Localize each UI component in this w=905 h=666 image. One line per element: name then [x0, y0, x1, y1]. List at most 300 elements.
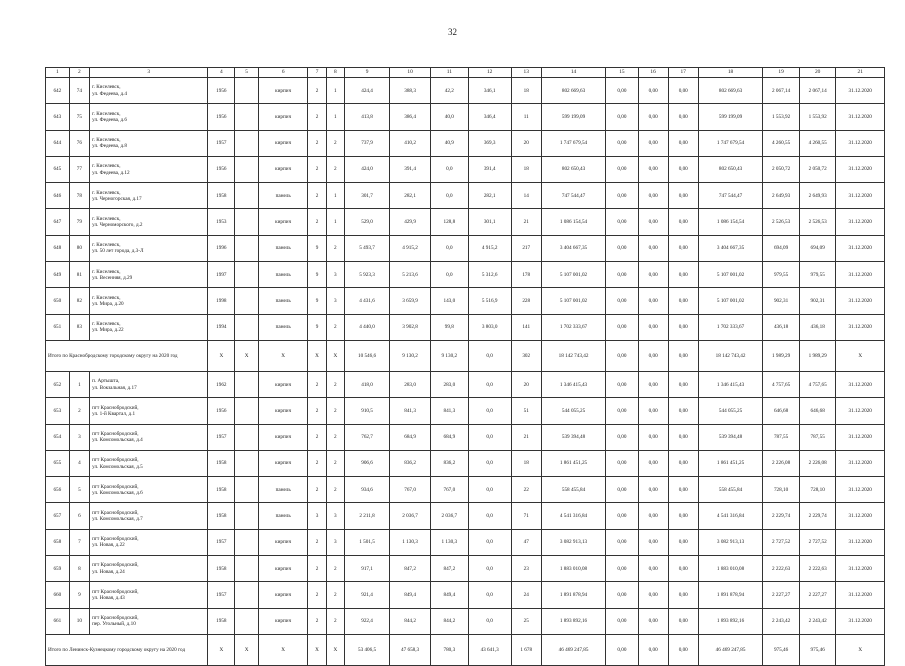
- table-cell: панель: [258, 288, 307, 314]
- total-row: [46, 634, 885, 665]
- table-cell: 424,0: [344, 156, 389, 182]
- table-cell: 3 404 667,35: [698, 235, 763, 261]
- table-cell: 1958: [208, 183, 235, 209]
- table-cell: [235, 130, 259, 156]
- table-cell: 20: [511, 130, 541, 156]
- total-cell: Х: [258, 340, 307, 371]
- total-cell: Х: [326, 340, 344, 371]
- column-number: 19: [763, 68, 800, 78]
- table-cell: 3: [326, 503, 344, 529]
- table-cell: 0,0: [468, 608, 511, 634]
- table-cell: 3: [326, 529, 344, 555]
- column-number: 14: [541, 68, 606, 78]
- table-cell: 0,0: [468, 582, 511, 608]
- table-cell: 0,00: [638, 130, 668, 156]
- table-cell: [235, 608, 259, 634]
- total-cell: Х: [326, 634, 344, 665]
- table-cell: 694,09: [763, 235, 800, 261]
- address-cell: пгт Краснобродский, ул. Комсомольская, д.7: [90, 503, 208, 529]
- table-cell: 694,09: [799, 235, 836, 261]
- table-cell: [235, 314, 259, 340]
- table-cell: 283,0: [431, 371, 469, 397]
- table-cell: 436,18: [763, 314, 800, 340]
- table-cell: 2 067,14: [799, 78, 836, 104]
- table-cell: 1996: [208, 235, 235, 261]
- table-cell: 1 747 679,54: [541, 130, 606, 156]
- table-cell: 346,4: [468, 104, 511, 130]
- table-cell: [235, 183, 259, 209]
- address-cell: пгт Краснобродский, ул. Комсомольская, д.6: [90, 477, 208, 503]
- table-cell: 0,00: [668, 556, 698, 582]
- table-cell: 1997: [208, 262, 235, 288]
- table-cell: [235, 235, 259, 261]
- table-cell: 2: [308, 529, 326, 555]
- table-cell: 128,8: [431, 209, 469, 235]
- table-cell: 802 650,43: [541, 156, 606, 182]
- table-cell: 0,0: [468, 398, 511, 424]
- table-cell: 40,0: [431, 104, 469, 130]
- table-cell: 21: [511, 424, 541, 450]
- table-cell: 2 227,27: [763, 582, 800, 608]
- table-cell: 684,9: [390, 424, 431, 450]
- table-cell: 5 107 001,02: [541, 262, 606, 288]
- table-row: [46, 424, 885, 450]
- table-cell: 1 086 154,54: [541, 209, 606, 235]
- total-cell: 9 130,2: [390, 340, 431, 371]
- table-cell: [235, 371, 259, 397]
- table-cell: 2 036,7: [390, 503, 431, 529]
- address-cell: пгт Краснобродский, ул. Комсомольская, д.5: [90, 450, 208, 476]
- table-row: [46, 104, 885, 130]
- address-cell: п. Артышта, ул. Вокзальная, д.17: [90, 371, 208, 397]
- column-number: 10: [390, 68, 431, 78]
- table-cell: 651: [46, 314, 70, 340]
- table-cell: 80: [69, 235, 89, 261]
- table-cell: 1: [326, 209, 344, 235]
- table-cell: 539 394,48: [698, 424, 763, 450]
- table-cell: 31.12.2020: [836, 398, 885, 424]
- table-cell: 301,7: [344, 183, 389, 209]
- table-cell: 2: [308, 156, 326, 182]
- table-row: [46, 209, 885, 235]
- table-cell: 31.12.2020: [836, 371, 885, 397]
- column-number: 7: [308, 68, 326, 78]
- table-cell: 7: [69, 529, 89, 555]
- table-cell: 2 222,63: [763, 556, 800, 582]
- table-cell: 2: [308, 582, 326, 608]
- table-cell: 2 229,74: [799, 503, 836, 529]
- table-cell: [235, 424, 259, 450]
- table-cell: 436,18: [799, 314, 836, 340]
- table-cell: 1 130,3: [390, 529, 431, 555]
- column-number: 17: [668, 68, 698, 78]
- address-cell: г. Киселевск, ул. Мира, д.22: [90, 314, 208, 340]
- table-cell: 1 883 010,08: [541, 556, 606, 582]
- column-number: 4: [208, 68, 235, 78]
- table-cell: 2: [308, 104, 326, 130]
- table-cell: 657: [46, 503, 70, 529]
- table-cell: 841,3: [390, 398, 431, 424]
- table-cell: 0,00: [606, 424, 638, 450]
- table-cell: 282,1: [468, 183, 511, 209]
- table-cell: 2: [308, 78, 326, 104]
- table-cell: 1957: [208, 130, 235, 156]
- total-cell: 975,46: [799, 634, 836, 665]
- table-row: [46, 130, 885, 156]
- table-cell: 910,5: [344, 398, 389, 424]
- table-cell: 2: [326, 608, 344, 634]
- table-cell: 767,0: [431, 477, 469, 503]
- table-cell: 649: [46, 262, 70, 288]
- table-cell: 1 861 451,25: [541, 450, 606, 476]
- table-cell: 2 727,52: [763, 529, 800, 555]
- column-number: 3: [90, 68, 208, 78]
- table-cell: 1 893 892,16: [698, 608, 763, 634]
- table-row: [46, 288, 885, 314]
- table-cell: 1 086 154,54: [698, 209, 763, 235]
- table-cell: 2 050,72: [799, 156, 836, 182]
- table-cell: 0,00: [668, 288, 698, 314]
- table-cell: 0,00: [638, 424, 668, 450]
- table-cell: 2: [308, 398, 326, 424]
- total-cell: 47 658,3: [390, 634, 431, 665]
- table-cell: 1 553,92: [799, 104, 836, 130]
- table-row: [46, 235, 885, 261]
- table-cell: 31.12.2020: [836, 582, 885, 608]
- column-number: 1: [46, 68, 70, 78]
- housing-repair-table: [45, 67, 885, 666]
- table-cell: 643: [46, 104, 70, 130]
- table-cell: 391,4: [390, 156, 431, 182]
- table-cell: 10: [69, 608, 89, 634]
- table-cell: 143,0: [431, 288, 469, 314]
- table-cell: 31.12.2020: [836, 262, 885, 288]
- table-cell: 0,00: [668, 608, 698, 634]
- table-cell: 0,0: [468, 529, 511, 555]
- table-cell: [235, 582, 259, 608]
- total-row: [46, 340, 885, 371]
- table-cell: 40,9: [431, 130, 469, 156]
- total-cell: 18 142 743,42: [541, 340, 606, 371]
- table-cell: 849,4: [390, 582, 431, 608]
- table-cell: 2 243,42: [799, 608, 836, 634]
- total-cell: Х: [308, 634, 326, 665]
- table-cell: 1 891 878,94: [541, 582, 606, 608]
- table-cell: 0,00: [668, 398, 698, 424]
- table-cell: 2 243,42: [763, 608, 800, 634]
- table-cell: 282,1: [390, 183, 431, 209]
- table-cell: 844,2: [431, 608, 469, 634]
- table-cell: 0,00: [668, 529, 698, 555]
- address-cell: пгт Краснобродский, ул. Новая, д.22: [90, 529, 208, 555]
- table-cell: 0,00: [668, 235, 698, 261]
- address-cell: г. Киселевск, ул. Федеева, д.12: [90, 156, 208, 182]
- table-cell: 1 747 679,54: [698, 130, 763, 156]
- total-cell: 0,00: [606, 634, 638, 665]
- table-cell: 836,2: [431, 450, 469, 476]
- table-cell: 728,10: [799, 477, 836, 503]
- table-cell: 0,00: [638, 529, 668, 555]
- table-cell: 0,00: [668, 130, 698, 156]
- table-cell: 1956: [208, 78, 235, 104]
- table-cell: 3: [69, 424, 89, 450]
- table-cell: 647: [46, 209, 70, 235]
- table-cell: кирпич: [258, 529, 307, 555]
- table-cell: 917,1: [344, 556, 389, 582]
- table-cell: 99,8: [431, 314, 469, 340]
- table-cell: 0,0: [468, 477, 511, 503]
- table-cell: 2 526,53: [799, 209, 836, 235]
- column-number: 20: [799, 68, 836, 78]
- total-cell: 0,00: [668, 634, 698, 665]
- table-cell: 418,0: [344, 371, 389, 397]
- table-cell: 0,00: [606, 78, 638, 104]
- table-cell: 3 404 667,35: [541, 235, 606, 261]
- table-cell: 1958: [208, 608, 235, 634]
- table-cell: 31.12.2020: [836, 78, 885, 104]
- table-cell: [235, 104, 259, 130]
- table-cell: 646,68: [763, 398, 800, 424]
- address-cell: г. Киселевск, ул. Весенняя, д.29: [90, 262, 208, 288]
- table-cell: 31.12.2020: [836, 450, 885, 476]
- total-cell: 18 142 743,42: [698, 340, 763, 371]
- table-cell: 0,00: [606, 529, 638, 555]
- table-cell: 5 493,7: [344, 235, 389, 261]
- table-cell: 0,0: [468, 556, 511, 582]
- table-cell: 0,00: [668, 209, 698, 235]
- table-cell: 24: [511, 582, 541, 608]
- table-cell: 1 891 878,94: [698, 582, 763, 608]
- table-cell: панель: [258, 477, 307, 503]
- table-cell: 0,0: [431, 156, 469, 182]
- table-cell: 74: [69, 78, 89, 104]
- table-cell: 0,00: [638, 582, 668, 608]
- table-cell: 645: [46, 156, 70, 182]
- table-cell: 369,3: [468, 130, 511, 156]
- table-cell: кирпич: [258, 371, 307, 397]
- table-cell: 0,00: [638, 156, 668, 182]
- table-cell: 0,00: [668, 104, 698, 130]
- table-cell: [235, 288, 259, 314]
- table-cell: 31.12.2020: [836, 288, 885, 314]
- table-cell: 2 222,63: [799, 556, 836, 582]
- table-cell: 1: [69, 371, 89, 397]
- table-cell: 0,00: [638, 209, 668, 235]
- table-cell: 1958: [208, 450, 235, 476]
- table-cell: 1998: [208, 288, 235, 314]
- table-cell: 31.12.2020: [836, 209, 885, 235]
- column-number: 8: [326, 68, 344, 78]
- table-cell: 82: [69, 288, 89, 314]
- table-cell: 31.12.2020: [836, 130, 885, 156]
- table-cell: 413,8: [344, 104, 389, 130]
- table-cell: 0,00: [606, 450, 638, 476]
- table-cell: 558 455,84: [541, 477, 606, 503]
- table-cell: [235, 209, 259, 235]
- table-cell: 0,00: [606, 209, 638, 235]
- table-cell: 3: [326, 288, 344, 314]
- table-cell: 141: [511, 314, 541, 340]
- table-cell: 11: [511, 104, 541, 130]
- total-cell: 43 641,3: [468, 634, 511, 665]
- table-cell: 1958: [208, 556, 235, 582]
- table-cell: 4 541 316,84: [541, 503, 606, 529]
- table-cell: 21: [511, 209, 541, 235]
- table-cell: 4 260,55: [799, 130, 836, 156]
- table-cell: 836,2: [390, 450, 431, 476]
- table-cell: 31.12.2020: [836, 183, 885, 209]
- table-cell: 217: [511, 235, 541, 261]
- table-row: [46, 78, 885, 104]
- table-cell: 0,00: [638, 288, 668, 314]
- table-cell: кирпич: [258, 556, 307, 582]
- table-cell: панель: [258, 235, 307, 261]
- total-cell: Х: [208, 340, 235, 371]
- table-cell: [235, 398, 259, 424]
- table-cell: 5 923,3: [344, 262, 389, 288]
- table-cell: 0,00: [638, 183, 668, 209]
- total-cell: Х: [836, 340, 885, 371]
- table-cell: кирпич: [258, 104, 307, 130]
- address-cell: г. Киселевск, ул. Черногорская, д.17: [90, 183, 208, 209]
- table-cell: 4 260,55: [763, 130, 800, 156]
- table-cell: 0,00: [606, 503, 638, 529]
- table-cell: 2: [308, 209, 326, 235]
- table-cell: 5 516,9: [468, 288, 511, 314]
- table-cell: 5 312,6: [468, 262, 511, 288]
- table-cell: 787,55: [763, 424, 800, 450]
- total-cell: 10 546,6: [344, 340, 389, 371]
- address-cell: пгт Краснобродский, ул. 1-й Квартал, д.1: [90, 398, 208, 424]
- table-cell: 0,00: [668, 424, 698, 450]
- table-cell: 5 107 001,02: [698, 262, 763, 288]
- table-cell: 979,55: [799, 262, 836, 288]
- table-row: [46, 477, 885, 503]
- table-cell: 1994: [208, 314, 235, 340]
- table-cell: 2 727,52: [799, 529, 836, 555]
- table-cell: 921,4: [344, 582, 389, 608]
- table-cell: 4 915,2: [468, 235, 511, 261]
- table-cell: 9: [69, 582, 89, 608]
- table-cell: 2: [308, 450, 326, 476]
- table-cell: 529,0: [344, 209, 389, 235]
- table-cell: 1 861 451,25: [698, 450, 763, 476]
- table-cell: 653: [46, 398, 70, 424]
- table-cell: 787,55: [799, 424, 836, 450]
- table-cell: 31.12.2020: [836, 477, 885, 503]
- table-cell: 0,00: [606, 183, 638, 209]
- table-cell: 1953: [208, 209, 235, 235]
- table-cell: 0,00: [638, 262, 668, 288]
- table-cell: 22: [511, 477, 541, 503]
- table-cell: 76: [69, 130, 89, 156]
- table-row: [46, 262, 885, 288]
- table-cell: 0,0: [431, 262, 469, 288]
- table-cell: 2: [326, 582, 344, 608]
- table-cell: 5: [69, 477, 89, 503]
- table-cell: 0,00: [668, 450, 698, 476]
- table-cell: 659: [46, 556, 70, 582]
- table-cell: 599 199,09: [541, 104, 606, 130]
- table-cell: 2: [326, 424, 344, 450]
- table-cell: 0,00: [668, 371, 698, 397]
- table-cell: кирпич: [258, 209, 307, 235]
- table-cell: 654: [46, 424, 70, 450]
- table-cell: 25: [511, 608, 541, 634]
- address-cell: г. Киселевск, ул. Федеева, д.8: [90, 130, 208, 156]
- table-cell: 2: [308, 477, 326, 503]
- table-cell: 658: [46, 529, 70, 555]
- total-cell: 1 678: [511, 634, 541, 665]
- table-cell: 1962: [208, 371, 235, 397]
- table-cell: [235, 450, 259, 476]
- table-cell: 1 346 415,43: [541, 371, 606, 397]
- table-cell: 0,00: [606, 235, 638, 261]
- table-cell: 2: [326, 314, 344, 340]
- column-number: 12: [468, 68, 511, 78]
- table-cell: 2: [326, 477, 344, 503]
- table-cell: 0,0: [468, 503, 511, 529]
- total-cell: 0,00: [606, 340, 638, 371]
- table-cell: 71: [511, 503, 541, 529]
- table-cell: 388,3: [390, 78, 431, 104]
- column-number: 11: [431, 68, 469, 78]
- table-cell: панель: [258, 503, 307, 529]
- table-cell: 0,0: [468, 450, 511, 476]
- table-cell: 661: [46, 608, 70, 634]
- table-cell: 2: [308, 424, 326, 450]
- table-cell: 2: [326, 156, 344, 182]
- table-cell: кирпич: [258, 424, 307, 450]
- column-number: 15: [606, 68, 638, 78]
- table-row: [46, 314, 885, 340]
- table-cell: 18: [511, 156, 541, 182]
- table-cell: 3 082 913,13: [541, 529, 606, 555]
- table-cell: [235, 78, 259, 104]
- table-cell: 31.12.2020: [836, 529, 885, 555]
- table-cell: 79: [69, 209, 89, 235]
- table-cell: 0,00: [606, 608, 638, 634]
- table-cell: 747 544,47: [698, 183, 763, 209]
- table-cell: 2 649,93: [763, 183, 800, 209]
- table-cell: 0,00: [668, 477, 698, 503]
- address-cell: г. Киселевск, ул. 50 лет города, д.3-Л: [90, 235, 208, 261]
- table-cell: 737,9: [344, 130, 389, 156]
- table-row: [46, 529, 885, 555]
- table-cell: 5 213,6: [390, 262, 431, 288]
- table-cell: 8: [69, 556, 89, 582]
- table-cell: кирпич: [258, 130, 307, 156]
- table-row: [46, 556, 885, 582]
- table-cell: 23: [511, 556, 541, 582]
- page-number: 32: [448, 27, 457, 37]
- table-row: [46, 582, 885, 608]
- table-cell: 31.12.2020: [836, 314, 885, 340]
- table-cell: 922,4: [344, 608, 389, 634]
- table-cell: 0,00: [638, 556, 668, 582]
- table-cell: 841,3: [431, 398, 469, 424]
- table-cell: 301,1: [468, 209, 511, 235]
- table-cell: 1 883 010,08: [698, 556, 763, 582]
- table-cell: 1956: [208, 398, 235, 424]
- table-cell: 1: [326, 104, 344, 130]
- table-cell: 0,00: [606, 371, 638, 397]
- table-cell: 4 541 316,84: [698, 503, 763, 529]
- table-cell: 2 050,72: [763, 156, 800, 182]
- table-row: [46, 371, 885, 397]
- total-cell: Х: [258, 634, 307, 665]
- table-row: [46, 450, 885, 476]
